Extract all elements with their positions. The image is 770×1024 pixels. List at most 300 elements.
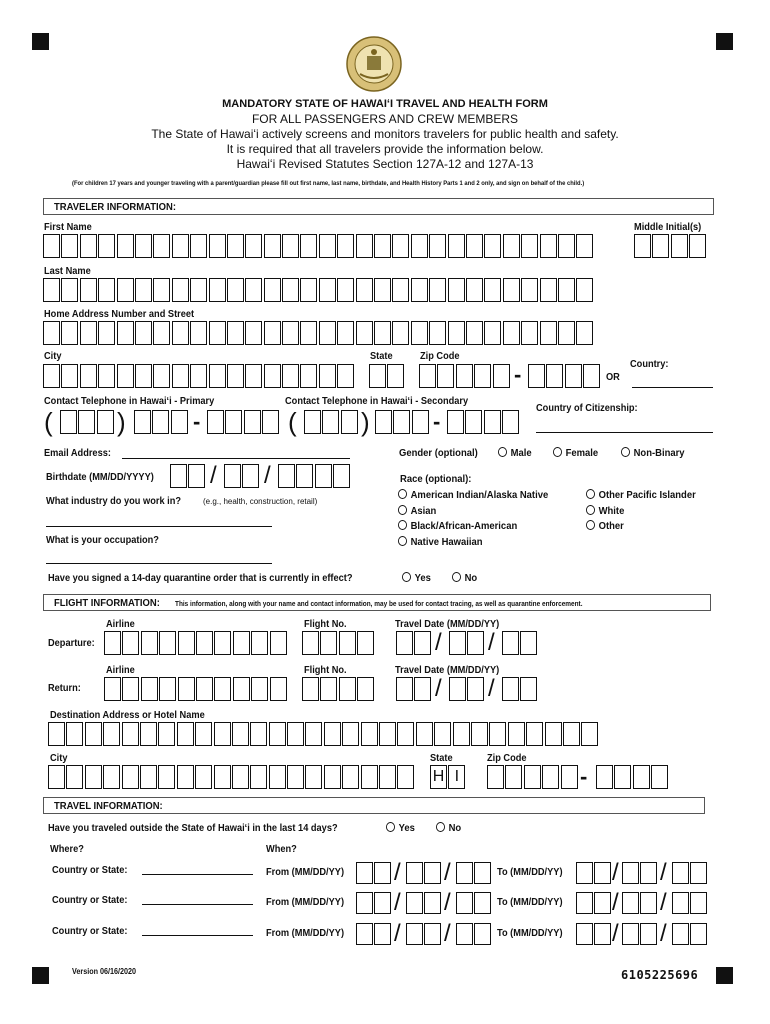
destination-zip-extension-input[interactable]: [596, 765, 670, 789]
char-box[interactable]: [466, 234, 483, 258]
char-box[interactable]: [135, 364, 152, 388]
char-box[interactable]: [424, 892, 441, 914]
char-box[interactable]: [467, 631, 484, 655]
char-box[interactable]: [411, 321, 428, 345]
trip-3-country-input[interactable]: [142, 935, 253, 936]
char-box[interactable]: [429, 278, 446, 302]
char-box[interactable]: [282, 234, 299, 258]
char-box[interactable]: [117, 364, 134, 388]
char-box[interactable]: [474, 892, 491, 914]
char-box[interactable]: [484, 278, 501, 302]
char-box[interactable]: [251, 677, 268, 701]
char-box[interactable]: [640, 923, 657, 945]
occupation-input[interactable]: [46, 563, 272, 564]
char-box[interactable]: [466, 278, 483, 302]
char-box[interactable]: [225, 410, 242, 434]
country-input[interactable]: [632, 387, 713, 388]
char-box[interactable]: [250, 765, 267, 789]
return-flight-no-input[interactable]: [302, 677, 376, 701]
char-box[interactable]: [264, 364, 281, 388]
char-box[interactable]: [61, 278, 78, 302]
zip-input[interactable]: [419, 364, 511, 388]
char-box[interactable]: [447, 410, 464, 434]
char-box[interactable]: [319, 321, 336, 345]
char-box[interactable]: [397, 765, 414, 789]
char-box[interactable]: [134, 410, 151, 434]
char-box[interactable]: [396, 631, 413, 655]
char-box[interactable]: [387, 364, 404, 388]
char-box[interactable]: [287, 765, 304, 789]
char-box[interactable]: [361, 765, 378, 789]
char-box[interactable]: [98, 234, 115, 258]
char-box[interactable]: [207, 410, 224, 434]
destination-zip-input[interactable]: [487, 765, 579, 789]
char-box[interactable]: [300, 364, 317, 388]
char-box[interactable]: [411, 278, 428, 302]
char-box[interactable]: [576, 278, 593, 302]
char-box[interactable]: [392, 278, 409, 302]
char-box[interactable]: [85, 722, 102, 746]
char-box[interactable]: [159, 631, 176, 655]
trip-2-from-year[interactable]: [456, 892, 493, 916]
char-box[interactable]: [374, 278, 391, 302]
char-box[interactable]: [594, 862, 611, 884]
char-box[interactable]: [61, 321, 78, 345]
char-box[interactable]: [337, 278, 354, 302]
char-box[interactable]: [471, 722, 488, 746]
char-box[interactable]: [158, 765, 175, 789]
char-box[interactable]: [622, 862, 639, 884]
char-box[interactable]: [672, 923, 689, 945]
char-box[interactable]: [122, 677, 139, 701]
middle-initial-input[interactable]: [634, 234, 708, 258]
char-box[interactable]: [634, 234, 651, 258]
char-box[interactable]: [502, 410, 519, 434]
char-box[interactable]: [302, 677, 319, 701]
departure-airline-input[interactable]: [104, 631, 288, 655]
char-box[interactable]: [558, 278, 575, 302]
char-box[interactable]: [456, 892, 473, 914]
char-box[interactable]: [300, 321, 317, 345]
char-box[interactable]: [508, 722, 525, 746]
char-box[interactable]: [429, 321, 446, 345]
char-box[interactable]: [172, 364, 189, 388]
char-box[interactable]: [269, 765, 286, 789]
char-box[interactable]: [545, 722, 562, 746]
char-box[interactable]: [672, 862, 689, 884]
departure-day-input[interactable]: [449, 631, 486, 655]
char-box[interactable]: [66, 722, 83, 746]
char-box[interactable]: [393, 410, 410, 434]
char-box[interactable]: [190, 364, 207, 388]
char-box[interactable]: [594, 892, 611, 914]
char-box[interactable]: [576, 862, 593, 884]
char-box[interactable]: [411, 234, 428, 258]
char-box[interactable]: [337, 364, 354, 388]
char-box[interactable]: [140, 765, 157, 789]
char-box[interactable]: [342, 765, 359, 789]
char-box[interactable]: [487, 765, 504, 789]
trip-1-country-input[interactable]: [142, 874, 253, 875]
trip-1-to-day[interactable]: [622, 862, 659, 886]
citizenship-input[interactable]: [536, 432, 713, 433]
char-box[interactable]: [339, 677, 356, 701]
char-box[interactable]: [178, 677, 195, 701]
char-box[interactable]: [61, 234, 78, 258]
char-box[interactable]: [140, 722, 157, 746]
char-box[interactable]: [406, 892, 423, 914]
char-box[interactable]: [672, 892, 689, 914]
char-box[interactable]: [122, 722, 139, 746]
birth-day-input[interactable]: [224, 464, 261, 488]
phone-secondary-area-code[interactable]: [304, 410, 359, 434]
char-box[interactable]: [374, 892, 391, 914]
char-box[interactable]: [242, 464, 259, 488]
char-box[interactable]: [640, 892, 657, 914]
char-box[interactable]: [43, 278, 60, 302]
char-box[interactable]: [214, 722, 231, 746]
char-box[interactable]: [159, 677, 176, 701]
char-box[interactable]: [172, 321, 189, 345]
trip-2-to-year[interactable]: [672, 892, 709, 916]
char-box[interactable]: [153, 278, 170, 302]
char-box[interactable]: [196, 631, 213, 655]
industry-input[interactable]: [46, 526, 272, 527]
char-box[interactable]: [474, 862, 491, 884]
char-box[interactable]: [177, 765, 194, 789]
trip-2-from-month[interactable]: [356, 892, 393, 916]
char-box[interactable]: [43, 321, 60, 345]
char-box[interactable]: [104, 631, 121, 655]
char-box[interactable]: [85, 765, 102, 789]
char-box[interactable]: [558, 321, 575, 345]
char-box[interactable]: [209, 234, 226, 258]
char-box[interactable]: [337, 321, 354, 345]
char-box[interactable]: [98, 321, 115, 345]
char-box[interactable]: [524, 765, 541, 789]
char-box[interactable]: [103, 722, 120, 746]
char-box[interactable]: [117, 234, 134, 258]
char-box[interactable]: [282, 364, 299, 388]
char-box[interactable]: [576, 892, 593, 914]
city-input[interactable]: [43, 364, 356, 388]
departure-year-input[interactable]: [502, 631, 539, 655]
race-asian-radio[interactable]: [398, 505, 436, 517]
first-name-input[interactable]: [43, 234, 595, 258]
char-box[interactable]: [245, 321, 262, 345]
char-box[interactable]: [540, 234, 557, 258]
last-name-input[interactable]: [43, 278, 595, 302]
char-box[interactable]: [406, 862, 423, 884]
char-box[interactable]: [412, 410, 429, 434]
char-box[interactable]: [342, 722, 359, 746]
char-box[interactable]: [117, 321, 134, 345]
gender-male-radio[interactable]: [498, 447, 532, 459]
char-box[interactable]: [122, 631, 139, 655]
char-box[interactable]: [300, 278, 317, 302]
char-box[interactable]: [614, 765, 631, 789]
char-box[interactable]: [333, 464, 350, 488]
char-box[interactable]: [80, 364, 97, 388]
char-box[interactable]: [232, 765, 249, 789]
char-box[interactable]: [448, 278, 465, 302]
char-box[interactable]: [369, 364, 386, 388]
char-box[interactable]: [287, 722, 304, 746]
char-box[interactable]: [98, 278, 115, 302]
char-box[interactable]: [526, 722, 543, 746]
char-box[interactable]: [300, 234, 317, 258]
char-box[interactable]: [245, 364, 262, 388]
gender-nonbinary-radio[interactable]: [621, 447, 685, 459]
char-box[interactable]: [671, 234, 688, 258]
trip-3-from-day[interactable]: [406, 923, 443, 947]
char-box[interactable]: [61, 364, 78, 388]
char-box[interactable]: [296, 464, 313, 488]
char-box[interactable]: [270, 677, 287, 701]
char-box[interactable]: [467, 677, 484, 701]
char-box[interactable]: [437, 364, 454, 388]
phone-primary-line[interactable]: [207, 410, 281, 434]
char-box[interactable]: [484, 410, 501, 434]
char-box[interactable]: [232, 722, 249, 746]
char-box[interactable]: [135, 321, 152, 345]
birth-month-input[interactable]: [170, 464, 207, 488]
char-box[interactable]: [233, 677, 250, 701]
char-box[interactable]: [153, 234, 170, 258]
char-box[interactable]: [195, 765, 212, 789]
travel-no-radio[interactable]: [436, 822, 461, 834]
trip-3-to-year[interactable]: [672, 923, 709, 947]
char-box[interactable]: [244, 410, 261, 434]
char-box[interactable]: [520, 677, 537, 701]
char-box[interactable]: [98, 364, 115, 388]
char-box[interactable]: [141, 677, 158, 701]
char-box[interactable]: [424, 862, 441, 884]
char-box[interactable]: [419, 364, 436, 388]
char-box[interactable]: [103, 765, 120, 789]
char-box[interactable]: [122, 765, 139, 789]
char-box[interactable]: [375, 410, 392, 434]
char-box[interactable]: [576, 234, 593, 258]
state-input[interactable]: [369, 364, 406, 388]
return-month-input[interactable]: [396, 677, 433, 701]
char-box[interactable]: [214, 631, 231, 655]
char-box[interactable]: [489, 722, 506, 746]
char-box[interactable]: [622, 923, 639, 945]
char-box[interactable]: [414, 677, 431, 701]
char-box[interactable]: [357, 631, 374, 655]
char-box[interactable]: [315, 464, 332, 488]
departure-month-input[interactable]: [396, 631, 433, 655]
char-box[interactable]: [356, 923, 373, 945]
char-box[interactable]: [320, 677, 337, 701]
char-box[interactable]: [502, 631, 519, 655]
char-box[interactable]: [546, 364, 563, 388]
char-box[interactable]: [379, 722, 396, 746]
char-box[interactable]: [356, 234, 373, 258]
char-box[interactable]: [43, 364, 60, 388]
char-box[interactable]: [633, 765, 650, 789]
char-box[interactable]: [227, 321, 244, 345]
char-box[interactable]: [48, 765, 65, 789]
char-box[interactable]: [227, 278, 244, 302]
char-box[interactable]: [158, 722, 175, 746]
char-box[interactable]: [117, 278, 134, 302]
char-box[interactable]: [209, 364, 226, 388]
char-box[interactable]: [337, 234, 354, 258]
char-box[interactable]: [171, 410, 188, 434]
char-box[interactable]: [190, 234, 207, 258]
char-box[interactable]: [520, 631, 537, 655]
zip-extension-input[interactable]: [528, 364, 602, 388]
char-box[interactable]: [502, 677, 519, 701]
char-box[interactable]: [282, 321, 299, 345]
char-box[interactable]: [357, 677, 374, 701]
char-box[interactable]: [135, 278, 152, 302]
char-box[interactable]: [540, 321, 557, 345]
char-box[interactable]: [474, 923, 491, 945]
char-box[interactable]: [319, 364, 336, 388]
char-box[interactable]: [503, 321, 520, 345]
char-box[interactable]: [484, 234, 501, 258]
trip-2-to-month[interactable]: [576, 892, 613, 916]
char-box[interactable]: [356, 278, 373, 302]
char-box[interactable]: [374, 862, 391, 884]
char-box[interactable]: [320, 631, 337, 655]
char-box[interactable]: [224, 464, 241, 488]
return-year-input[interactable]: [502, 677, 539, 701]
home-address-input[interactable]: [43, 321, 595, 345]
char-box[interactable]: [392, 321, 409, 345]
char-box[interactable]: [319, 278, 336, 302]
char-box[interactable]: [448, 321, 465, 345]
phone-primary-prefix[interactable]: [134, 410, 189, 434]
char-box[interactable]: [264, 321, 281, 345]
race-white-radio[interactable]: [586, 505, 624, 517]
char-box[interactable]: [558, 234, 575, 258]
char-box[interactable]: [66, 765, 83, 789]
char-box[interactable]: [177, 722, 194, 746]
race-black-radio[interactable]: [398, 520, 517, 532]
char-box[interactable]: [214, 677, 231, 701]
char-box[interactable]: [305, 722, 322, 746]
char-box[interactable]: [278, 464, 295, 488]
char-box[interactable]: [104, 677, 121, 701]
char-box[interactable]: [339, 631, 356, 655]
char-box[interactable]: [374, 923, 391, 945]
departure-flight-no-input[interactable]: [302, 631, 376, 655]
trip-1-from-day[interactable]: [406, 862, 443, 886]
char-box[interactable]: [449, 631, 466, 655]
char-box[interactable]: [493, 364, 510, 388]
char-box[interactable]: [78, 410, 95, 434]
char-box[interactable]: [528, 364, 545, 388]
phone-secondary-line[interactable]: [447, 410, 521, 434]
char-box[interactable]: [153, 321, 170, 345]
char-box[interactable]: [178, 631, 195, 655]
char-box[interactable]: [245, 278, 262, 302]
char-box[interactable]: [190, 321, 207, 345]
char-box[interactable]: [465, 410, 482, 434]
char-box[interactable]: [521, 278, 538, 302]
race-american-indian-radio[interactable]: [398, 489, 548, 501]
trip-2-country-input[interactable]: [142, 904, 253, 905]
char-box[interactable]: [434, 722, 451, 746]
char-box[interactable]: [563, 722, 580, 746]
trip-2-to-day[interactable]: [622, 892, 659, 916]
char-box[interactable]: [453, 722, 470, 746]
destination-input[interactable]: [48, 722, 600, 746]
char-box[interactable]: [406, 923, 423, 945]
trip-3-to-month[interactable]: [576, 923, 613, 947]
char-box[interactable]: [456, 923, 473, 945]
char-box[interactable]: [227, 364, 244, 388]
char-box[interactable]: [503, 234, 520, 258]
char-box[interactable]: [505, 765, 522, 789]
char-box[interactable]: [282, 278, 299, 302]
char-box[interactable]: [264, 234, 281, 258]
char-box[interactable]: [466, 321, 483, 345]
char-box[interactable]: [135, 234, 152, 258]
char-box[interactable]: [640, 862, 657, 884]
char-box[interactable]: [153, 364, 170, 388]
char-box[interactable]: [652, 234, 669, 258]
char-box[interactable]: [356, 892, 373, 914]
char-box[interactable]: [262, 410, 279, 434]
char-box[interactable]: [374, 321, 391, 345]
char-box[interactable]: [319, 234, 336, 258]
char-box[interactable]: [448, 234, 465, 258]
char-box[interactable]: [195, 722, 212, 746]
char-box[interactable]: [690, 862, 707, 884]
char-box[interactable]: [521, 321, 538, 345]
char-box[interactable]: [622, 892, 639, 914]
char-box[interactable]: [356, 321, 373, 345]
travel-yes-radio[interactable]: [386, 822, 415, 834]
char-box[interactable]: [474, 364, 491, 388]
gender-female-radio[interactable]: [553, 447, 598, 459]
trip-2-from-day[interactable]: [406, 892, 443, 916]
trip-3-from-month[interactable]: [356, 923, 393, 947]
return-day-input[interactable]: [449, 677, 486, 701]
race-native-hawaiian-radio[interactable]: [398, 536, 483, 548]
char-box[interactable]: [141, 631, 158, 655]
char-box[interactable]: [449, 677, 466, 701]
char-box[interactable]: [324, 722, 341, 746]
trip-1-from-month[interactable]: [356, 862, 393, 886]
char-box[interactable]: [565, 364, 582, 388]
char-box[interactable]: [484, 321, 501, 345]
char-box[interactable]: [361, 722, 378, 746]
char-box[interactable]: [690, 892, 707, 914]
char-box[interactable]: [651, 765, 668, 789]
char-box[interactable]: [561, 765, 578, 789]
char-box[interactable]: [250, 722, 267, 746]
destination-city-input[interactable]: [48, 765, 416, 789]
quarantine-yes-radio[interactable]: [402, 572, 431, 584]
char-box[interactable]: [540, 278, 557, 302]
char-box[interactable]: [60, 410, 77, 434]
birth-year-input[interactable]: [278, 464, 352, 488]
char-box[interactable]: [227, 234, 244, 258]
char-box[interactable]: [209, 278, 226, 302]
char-box[interactable]: [596, 765, 613, 789]
char-box[interactable]: [233, 631, 250, 655]
race-pacific-islander-radio[interactable]: [586, 489, 696, 501]
char-box[interactable]: [414, 631, 431, 655]
char-box[interactable]: [392, 234, 409, 258]
char-box[interactable]: [456, 364, 473, 388]
